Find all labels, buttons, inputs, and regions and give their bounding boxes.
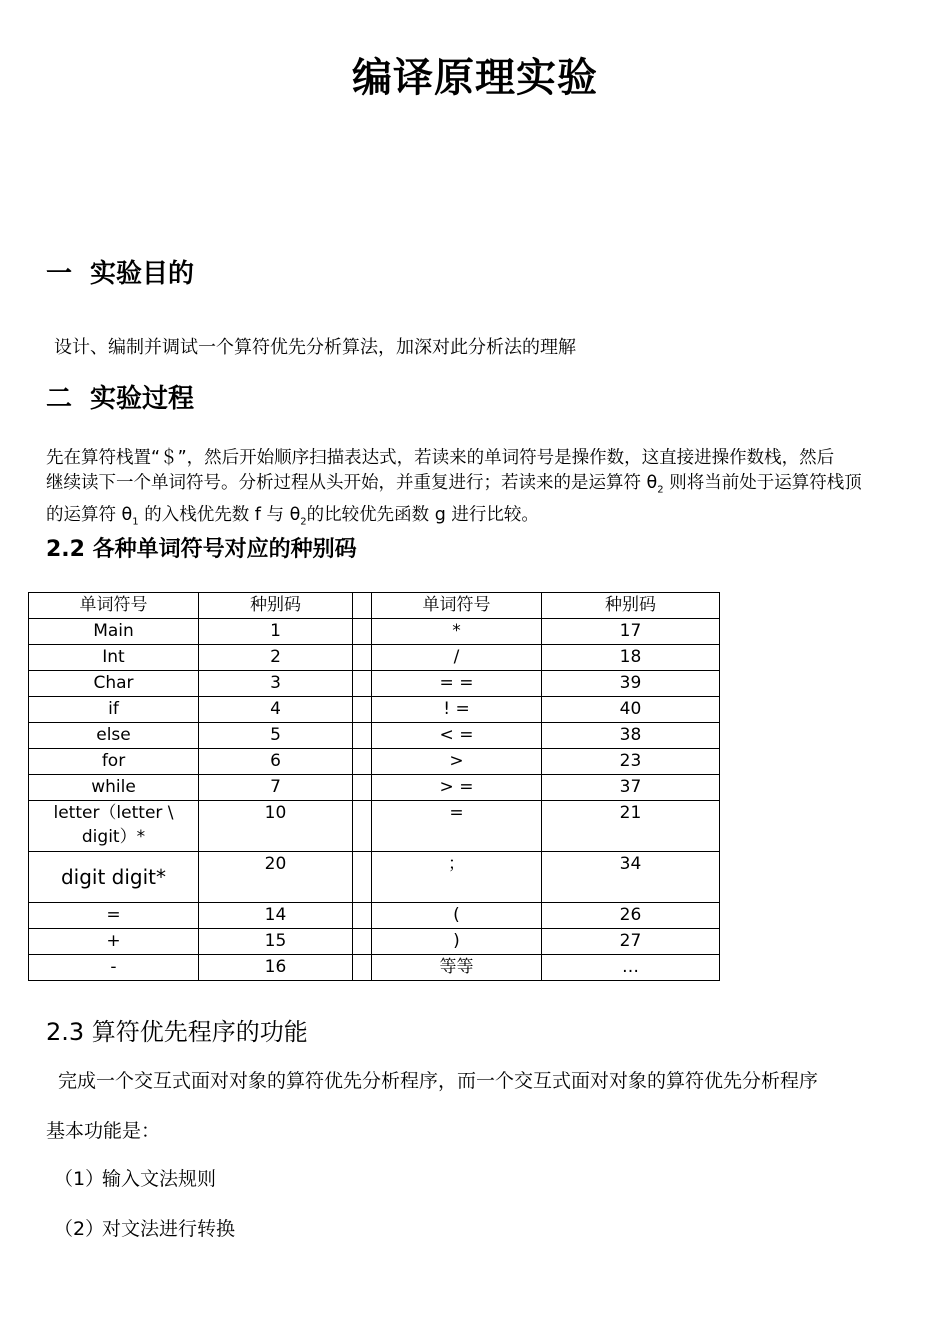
table-cell: 14: [199, 903, 353, 929]
table-cell: > =: [372, 775, 542, 801]
table-cell: 17: [542, 619, 720, 645]
header-cell: 单词符号: [29, 593, 199, 619]
section-title: 实验过程: [90, 384, 195, 414]
table-cell: 26: [542, 903, 720, 929]
table-row: [29, 697, 720, 723]
purpose-text: 设计、编制并调试一个算符优先分析算法，加深对此分析法的理解: [54, 337, 576, 358]
list-item-text: 输入文法规则: [102, 1168, 217, 1190]
header-cell: 种别码: [199, 593, 353, 619]
table-cell: 1: [199, 619, 353, 645]
table-cell: 6: [199, 749, 353, 775]
table-cell: letter（letter \ digit）*: [29, 801, 199, 852]
table-row: [29, 801, 720, 852]
table-cell: [353, 723, 372, 749]
table-cell: Char: [29, 671, 199, 697]
table-cell: 7: [199, 775, 353, 801]
table-cell: Int: [29, 645, 199, 671]
document-title: 编译原理实验: [352, 54, 598, 101]
table-cell: =: [372, 801, 542, 852]
table-row: [29, 929, 720, 955]
table-cell: [353, 955, 372, 981]
table-cell: +: [29, 929, 199, 955]
table-cell: if: [29, 697, 199, 723]
table-cell: *: [372, 619, 542, 645]
table-cell: 16: [199, 955, 353, 981]
table-cell: 37: [542, 775, 720, 801]
text-run: 继续读下一个单词符号。分析过程从头开始，并重复进行；若读来的是运算符 θ: [46, 473, 658, 493]
list-item: [54, 1164, 216, 1191]
section-heading-purpose: [46, 253, 194, 290]
process-line: [46, 503, 908, 535]
subscript: 2: [300, 516, 307, 527]
table-cell: 18: [542, 645, 720, 671]
section-number: 二: [46, 384, 73, 414]
function-text-line: 基本功能是：: [46, 1120, 161, 1142]
table-cell: 20: [199, 852, 353, 903]
process-line: [46, 471, 908, 503]
table-cell: while: [29, 775, 199, 801]
text-run: 的比较优先函数 g 进行比较。: [306, 504, 539, 525]
table-cell: 等等: [372, 955, 542, 981]
table-header-row: [29, 593, 720, 619]
table-row: [29, 671, 720, 697]
section-title: 实验目的: [90, 259, 195, 289]
text-run: 则将当前处于运算符栈顶: [663, 473, 862, 493]
table-cell: ；: [372, 852, 542, 903]
table-cell: for: [29, 749, 199, 775]
subsection-heading-function: 2.3 算符优先程序的功能: [46, 1018, 308, 1046]
table-row: [29, 645, 720, 671]
table-cell: 27: [542, 929, 720, 955]
header-cell: 单词符号: [372, 593, 542, 619]
subscript: 1: [132, 516, 139, 527]
table-cell: 21: [542, 801, 720, 852]
table-row: [29, 955, 720, 981]
table-cell: 4: [199, 697, 353, 723]
table-cell: [353, 645, 372, 671]
table-cell: 3: [199, 671, 353, 697]
table-cell: =: [29, 903, 199, 929]
table-row: [29, 749, 720, 775]
list-marker: （2）: [54, 1218, 105, 1240]
table-cell: 15: [199, 929, 353, 955]
table-cell: -: [29, 955, 199, 981]
list-item: [54, 1214, 235, 1241]
table-cell: [353, 852, 372, 903]
table-cell: [353, 775, 372, 801]
section-heading-process: [46, 378, 194, 415]
table-cell: ! =: [372, 697, 542, 723]
table-row: [29, 852, 720, 903]
header-cell: 种别码: [542, 593, 720, 619]
table-cell: 2: [199, 645, 353, 671]
text-run: 的入栈优先数 f 与 θ: [138, 504, 301, 525]
process-line: 先在算符栈置“＄”，然后开始顺序扫描表达式，若读来的单词符号是操作数，这直接进操作数栈，然后: [46, 448, 835, 468]
table-cell: [353, 903, 372, 929]
table-cell: [353, 749, 372, 775]
table-cell: 34: [542, 852, 720, 903]
table-cell: [353, 619, 372, 645]
function-text-line: 完成一个交互式面对对象的算符优先分析程序，而一个交互式面对对象的算符优先分析程序: [58, 1070, 819, 1092]
table-cell: = =: [372, 671, 542, 697]
table-cell: 10: [199, 801, 353, 852]
table-cell: (: [372, 903, 542, 929]
table-cell: 23: [542, 749, 720, 775]
table-cell: …: [542, 955, 720, 981]
header-cell: [353, 593, 372, 619]
token-code-table: [28, 592, 720, 981]
table-cell: [353, 929, 372, 955]
section-number: 一: [46, 259, 73, 289]
table-cell: 5: [199, 723, 353, 749]
table-cell: /: [372, 645, 542, 671]
table-cell: < =: [372, 723, 542, 749]
table-cell: [353, 671, 372, 697]
subscript: 2: [657, 484, 664, 496]
table-cell: else: [29, 723, 199, 749]
table-row: [29, 775, 720, 801]
table-cell: digit digit*: [29, 852, 199, 903]
table-cell: [353, 697, 372, 723]
table-row: [29, 723, 720, 749]
table-row: [29, 619, 720, 645]
text-run: 的运算符 θ: [46, 504, 133, 525]
table-cell: Main: [29, 619, 199, 645]
table-row: [29, 903, 720, 929]
subsection-heading-codes: 2.2 各种单词符号对应的种别码: [46, 537, 357, 562]
list-item-text: 对文法进行转换: [102, 1218, 236, 1240]
table-cell: [353, 801, 372, 852]
list-marker: （1）: [54, 1168, 105, 1190]
table-cell: 38: [542, 723, 720, 749]
table-cell: 39: [542, 671, 720, 697]
table-cell: >: [372, 749, 542, 775]
table-cell: 40: [542, 697, 720, 723]
table-cell: ): [372, 929, 542, 955]
process-paragraph: [46, 446, 908, 534]
